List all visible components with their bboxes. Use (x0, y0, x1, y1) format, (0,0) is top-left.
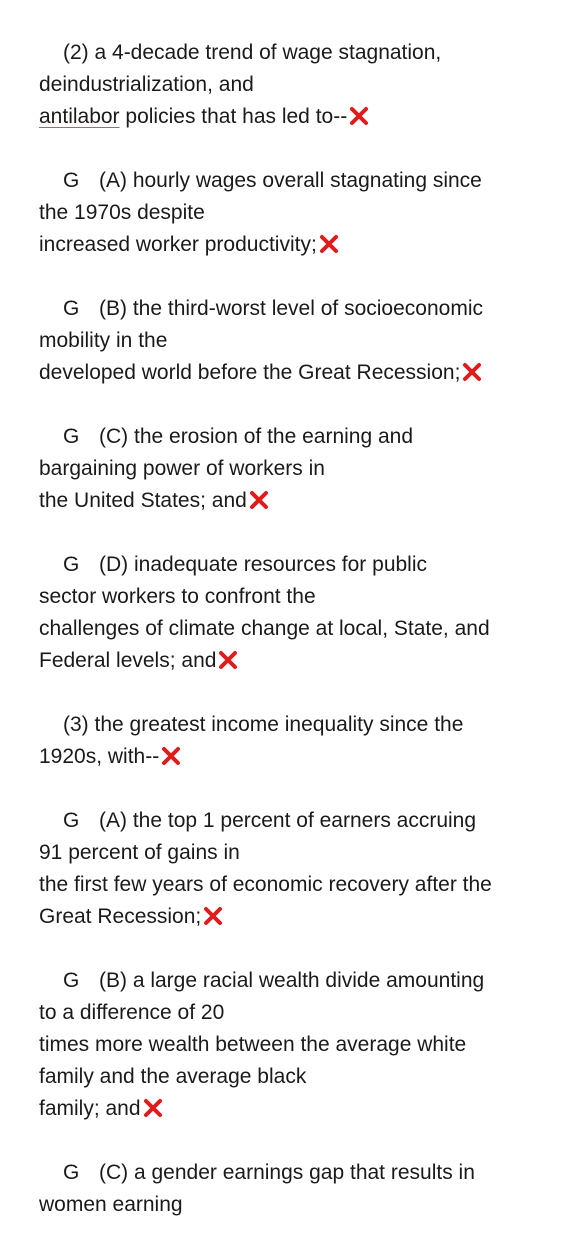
text-line (39, 101, 569, 133)
text-fragment: (A) hourly wages overall stagnating since (99, 169, 482, 192)
text-fragment: 1920s, with-- (39, 745, 160, 768)
text-line: challenges of climate change at local, State, and (39, 617, 490, 640)
paragraph-2d (39, 549, 569, 677)
text-line: (2) a 4-decade trend of wage stagnation, (63, 41, 442, 64)
item-marker: G (63, 169, 80, 192)
text-fragment: Federal levels; and (39, 649, 217, 672)
text-fragment: family; and (39, 1097, 141, 1120)
red-x-icon (203, 906, 223, 926)
text-fragment: (D) inadequate resources for public (99, 553, 428, 576)
text-fragment: (B) a large racial wealth divide amounting (99, 969, 485, 992)
misspelled-word[interactable]: antilabor (39, 105, 120, 128)
paragraph-3a (39, 805, 569, 933)
text-line: the first few years of economic recovery after the (39, 873, 492, 896)
red-x-icon (319, 234, 339, 254)
text-line (39, 549, 569, 581)
text-fragment: (C) a gender earnings gap that results in (99, 1161, 475, 1184)
text-fragment: policies that has led to-- (125, 105, 348, 128)
text-line: (3) the greatest income inequality since the (63, 713, 464, 736)
text-line (39, 645, 569, 677)
text-line (39, 805, 569, 837)
red-x-icon (349, 106, 369, 126)
paragraph-2c (39, 421, 569, 517)
item-marker: G (63, 553, 80, 576)
text-line (39, 965, 569, 997)
red-x-icon (249, 490, 269, 510)
paragraph-2 (39, 37, 569, 133)
text-line: sector workers to confront the (39, 585, 316, 608)
text-fragment: (B) the third-worst level of socioeconomic (99, 297, 483, 320)
red-x-icon (143, 1098, 163, 1118)
text-line: women earning (39, 1193, 183, 1216)
item-marker: G (63, 969, 80, 992)
text-line: mobility in the (39, 329, 168, 352)
text-line (39, 293, 569, 325)
text-line (39, 485, 569, 517)
text-line: to a difference of 20 (39, 1001, 225, 1024)
text-fragment: the United States; and (39, 489, 247, 512)
text-line (39, 901, 569, 933)
text-fragment: developed world before the Great Recession; (39, 361, 461, 384)
text-line (39, 165, 569, 197)
item-marker: G (63, 1161, 80, 1184)
item-marker: G (63, 425, 80, 448)
paragraph-3b (39, 965, 569, 1125)
red-x-icon (218, 650, 238, 670)
item-marker: G (63, 297, 80, 320)
text-fragment: (A) the top 1 percent of earners accruing (99, 809, 477, 832)
text-line: bargaining power of workers in (39, 457, 325, 480)
text-line (39, 421, 569, 453)
red-x-icon (462, 362, 482, 382)
paragraph-3c (39, 1157, 569, 1221)
text-line: times more wealth between the average white (39, 1033, 467, 1056)
item-marker: G (63, 809, 80, 832)
text-line: family and the average black (39, 1065, 307, 1088)
text-line (39, 229, 569, 261)
text-fragment: Great Recession; (39, 905, 202, 928)
text-fragment: increased worker productivity; (39, 233, 317, 256)
text-line: the 1970s despite (39, 201, 205, 224)
text-line: deindustrialization, and (39, 73, 254, 96)
red-x-icon (161, 746, 181, 766)
text-fragment: (C) the erosion of the earning and (99, 425, 414, 448)
text-line (39, 741, 569, 773)
text-line (39, 1093, 569, 1125)
text-line (39, 357, 569, 389)
paragraph-3 (39, 709, 569, 773)
text-line (39, 1157, 569, 1189)
paragraph-2b (39, 293, 569, 389)
paragraph-2a (39, 165, 569, 261)
text-line: 91 percent of gains in (39, 841, 240, 864)
document-body (39, 37, 569, 1253)
